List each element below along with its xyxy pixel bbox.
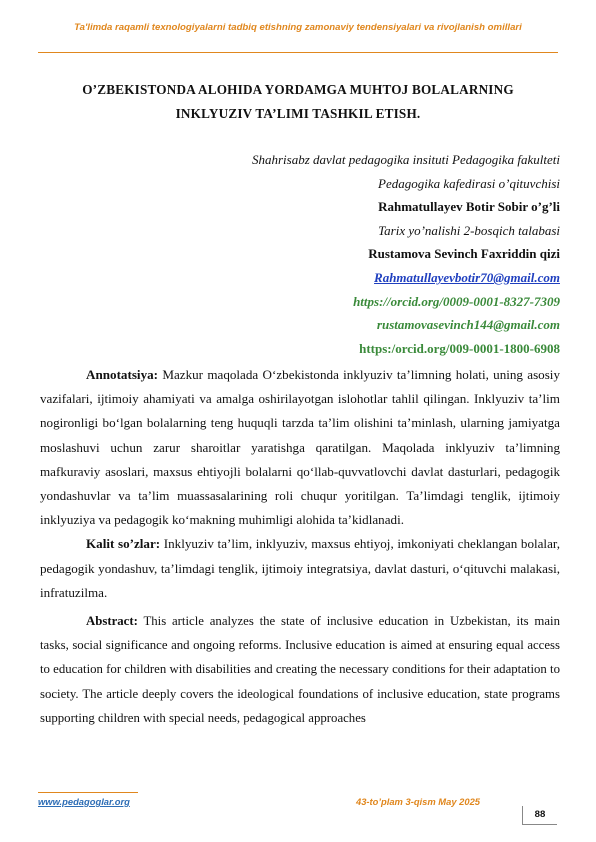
affiliation-department: Pedagogika kafedirasi o’qituvchisi xyxy=(378,175,560,191)
title-line-1: O’ZBEKISTONDA ALOHIDA YORDAMGA MUHTOJ BOLALARNING xyxy=(82,82,514,97)
affiliation-institute: Shahrisabz davlat pedagogika insituti Pedagogika fakulteti xyxy=(252,152,560,167)
author-1-role: Tarix yo’nalishi 2-bosqich talabasi xyxy=(378,222,560,238)
title-line-2: INKLYUZIV TA’LIMI TASHKIL ETISH. xyxy=(175,106,421,121)
article-title xyxy=(40,78,556,126)
email-link-1[interactable]: Rahmatullayevbotir70@gmail.com xyxy=(374,269,560,285)
email-link-2[interactable]: rustamovasevinch144@gmail.com xyxy=(376,317,560,333)
header-divider xyxy=(38,52,558,53)
keywords-uz xyxy=(40,532,560,605)
abstract-en-label: Abstract: xyxy=(86,614,138,629)
author-block xyxy=(252,148,560,360)
keywords-uz-label: Kalit so’zlar: xyxy=(86,536,161,552)
abstract-uz xyxy=(40,363,560,532)
abstract-en-text: This article analyzes the state of inclusive education in Uzbekistan, its main tasks, social significance and ongoing reforms. Inclusive education is aimed at ensuring equal access to education for children with disabilities and creating the necessary conditions for their adaptation to society. The article deeply covers the ideological foundations of inclusive education, state programs supporting children with special needs, pedagogical approaches xyxy=(40,614,560,725)
website-link[interactable]: www.pedagoglar.org xyxy=(38,796,130,807)
keywords-uz-text: Inklyuziv ta’lim, inklyuziv, maxsus ehtiyoj, imkoniyati cheklangan bolalar, pedagogik yondashuv, ta’limdagi tenglik, ijtimoiy integratsiya, davlat dasturi, o‘qituvchi malakasi, infratuzilma. xyxy=(40,536,560,600)
running-header: Ta'limda raqamli texnologiyalarni tadbiq etishning zamonaviy tendensiyalari va rivojlanish omillari xyxy=(74,22,522,33)
article-body xyxy=(40,363,560,730)
page-number: 88 xyxy=(522,806,557,825)
abstract-en xyxy=(40,609,560,730)
abstract-uz-text: Mazkur maqolada O‘zbekistonda inklyuziv ta’limning holati, uning asosiy vazifalari, ijtimoiy ahamiyati va amalga oshirilayotgan islohotlar tahlil qilingan. Inklyuziv ta’lim nogironligi bo‘lgan bolalarning teng huquqli tarzda ta’lim olishini ta’minlash, ularning jamiyatga moslashuvi uchun zarur sharoitlar yaratishga qaratilgan. Maqolada inklyuziv ta’limning mafkuraviy asoslari, maxsus ehtiyojli bolalarni qo‘llab-quvvatlovchi davlat dasturlari, pedagogik yondashuvlar va ta’lim muassasalarining roli chuqur yoritilgan. Ta’limdagi tenglik, ijtimoiy inklyuziya va pedagogik ko‘makning muhimligi alohida ta’kidlanadi. xyxy=(40,367,560,528)
orcid-link-1[interactable]: https://orcid.org/0009-0001-8327-7309 xyxy=(353,293,560,309)
abstract-uz-label: Annotatsiya: xyxy=(86,367,159,382)
author-2-name: Rustamova Sevinch Faxriddin qizi xyxy=(368,246,560,262)
author-1-name: Rahmatullayev Botir Sobir o’g’li xyxy=(378,199,560,215)
footer-divider xyxy=(38,792,138,793)
orcid-link-2[interactable]: https:/orcid.org/009-0001-1800-6908 xyxy=(359,340,560,356)
issue-info: 43-to’plam 3-qism May 2025 xyxy=(356,796,481,807)
